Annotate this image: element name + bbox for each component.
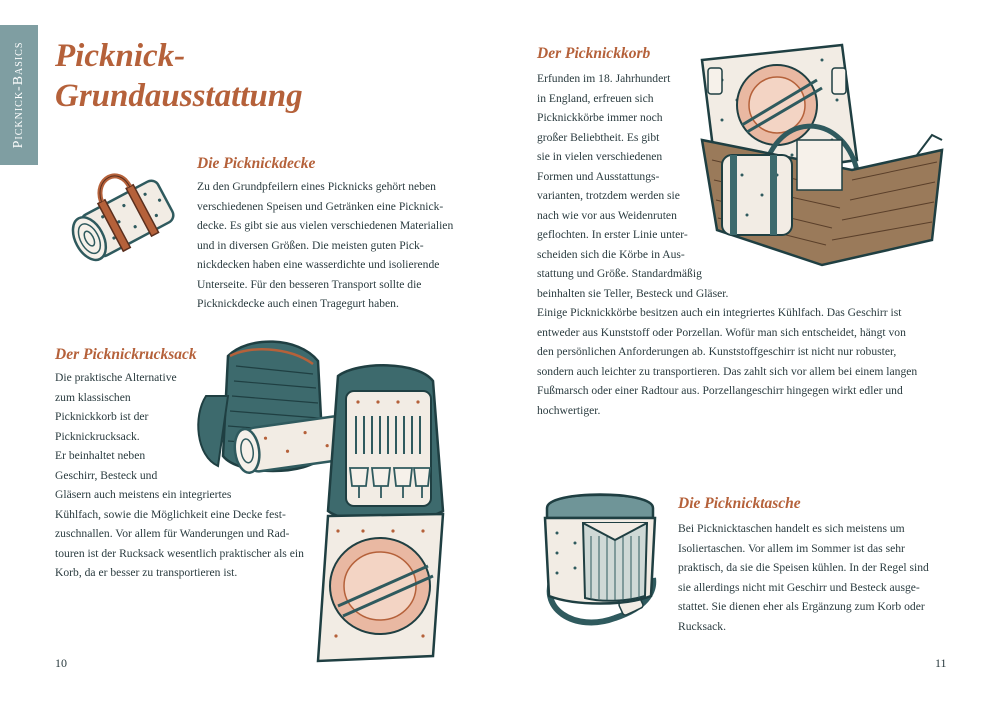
text-line: decke. Es gibt sie aus vielen verschiedenen Materialien [197,219,454,232]
text-line: touren ist der Rucksack wesentlich praktischer als ein [55,546,304,560]
blanket-section [197,155,497,314]
bag-section [678,495,978,636]
page-number-left: 10 [55,656,67,670]
text-line: Picknickkorb ist der [55,410,149,423]
text-line: Kühlfach, sowie die Möglichkeit eine Decke fest- [55,507,286,521]
basket-heading: Der Picknickkorb [537,45,651,62]
text-line: entweder aus Kunststoff oder Porzellan. Wofür man sich entscheidet, hängt von [537,325,906,339]
text-line: Erfunden im 18. Jahrhundert [537,72,671,85]
text-line: Unterseite. Für den besseren Transport sollte die [197,277,422,291]
bag-paragraph [678,519,978,636]
text-line: sie allerdings nicht mit Geschirr und Besteck ausge- [678,580,920,594]
text-line: Picknickdecke auch einen Tragegurt haben. [197,297,399,310]
text-line: geflochten. In erster Linie unter- [537,228,688,241]
text-line: Die praktische Alternative [55,371,177,384]
text-line: den persönlichen Anforderungen ab. Kunststoffgeschirr ist nicht nur robuster, [537,345,897,358]
text-line: stattet. Sie dienen eher als Ergänzung zum Korb oder [678,600,925,613]
section-tab-label: Picknick-Basics [11,41,26,149]
picnic-blanket-illustration [58,168,188,278]
text-line: Bei Picknicktaschen handelt es sich meistens um [678,522,905,535]
page-title [55,36,385,116]
text-line: nickdecken haben eine wasserdichte und isolierende [197,258,440,271]
text-line: Picknickkörbe immer noch [537,111,663,124]
text-line: hochwertiger. [537,403,601,417]
text-line: varianten, trotzdem werden sie [537,189,680,202]
section-tab [0,25,38,165]
text-line: Einige Picknickkörbe besitzen auch ein integriertes Kühlfach. Das Geschirr ist [537,306,902,319]
text-line: Zu den Grundpfeilern eines Picknicks gehört neben [197,180,436,193]
text-line: Picknickrucksack. [55,429,140,443]
text-line: sie in vielen verschiedenen [537,150,663,163]
backpack-paragraph [55,368,345,583]
page-title-line1: Picknick- [55,38,186,74]
text-line: Gläsern auch meistens ein integriertes [55,488,232,501]
text-line: Isoliertaschen. Vor allem im Sommer ist das sehr [678,541,905,555]
basket-paragraph [537,69,967,420]
text-line: zuschnallen. Vor allem für Wanderungen und Rad- [55,527,290,540]
text-line: sondern auch leichter zu transportieren. Das zahlt sich vor allem bei einem langen [537,364,918,378]
text-line: Er beinhaltet neben [55,449,146,462]
page-number-right: 11 [935,656,947,670]
text-line: Fußmarsch oder einer Radtour aus. Porzellangeschirr hingegen wirkt edler und [537,384,903,397]
bag-heading: Die Picknicktasche [678,495,801,512]
text-line: zum klassischen [55,390,131,404]
text-line: Korb, da er besser zu transportieren ist. [55,566,238,579]
backpack-heading: Der Picknickrucksack [55,346,197,363]
backpack-section [55,346,345,583]
text-line: großer Beliebtheit. Es gibt [537,130,660,144]
text-line: stattung und Größe. Standardmäßig [537,267,702,280]
text-line: in England, erfreuen sich [537,91,654,105]
text-line: Rucksack. [678,619,726,633]
text-line: verschiedenen Speisen und Getränken eine Picknick- [197,199,444,213]
text-line: und in diversen Größen. Die meisten guten Pick- [197,238,424,252]
picnic-bag-illustration [535,478,670,638]
basket-section [537,45,967,420]
text-line: Geschirr, Besteck und [55,468,158,482]
text-line: beinhalten sie Teller, Besteck und Gläser. [537,286,729,300]
text-line: praktisch, da sie die Speisen kühlen. In der Regel sind [678,561,929,574]
blanket-heading: Die Picknickdecke [197,155,316,172]
blanket-paragraph [197,177,497,314]
text-line: nach wie vor aus Weidenruten [537,208,677,222]
text-line: Formen und Ausstattungs- [537,169,660,183]
text-line: scheiden sich die Körbe in Aus- [537,247,685,261]
page-title-line2: Grundausstattung [55,78,303,114]
